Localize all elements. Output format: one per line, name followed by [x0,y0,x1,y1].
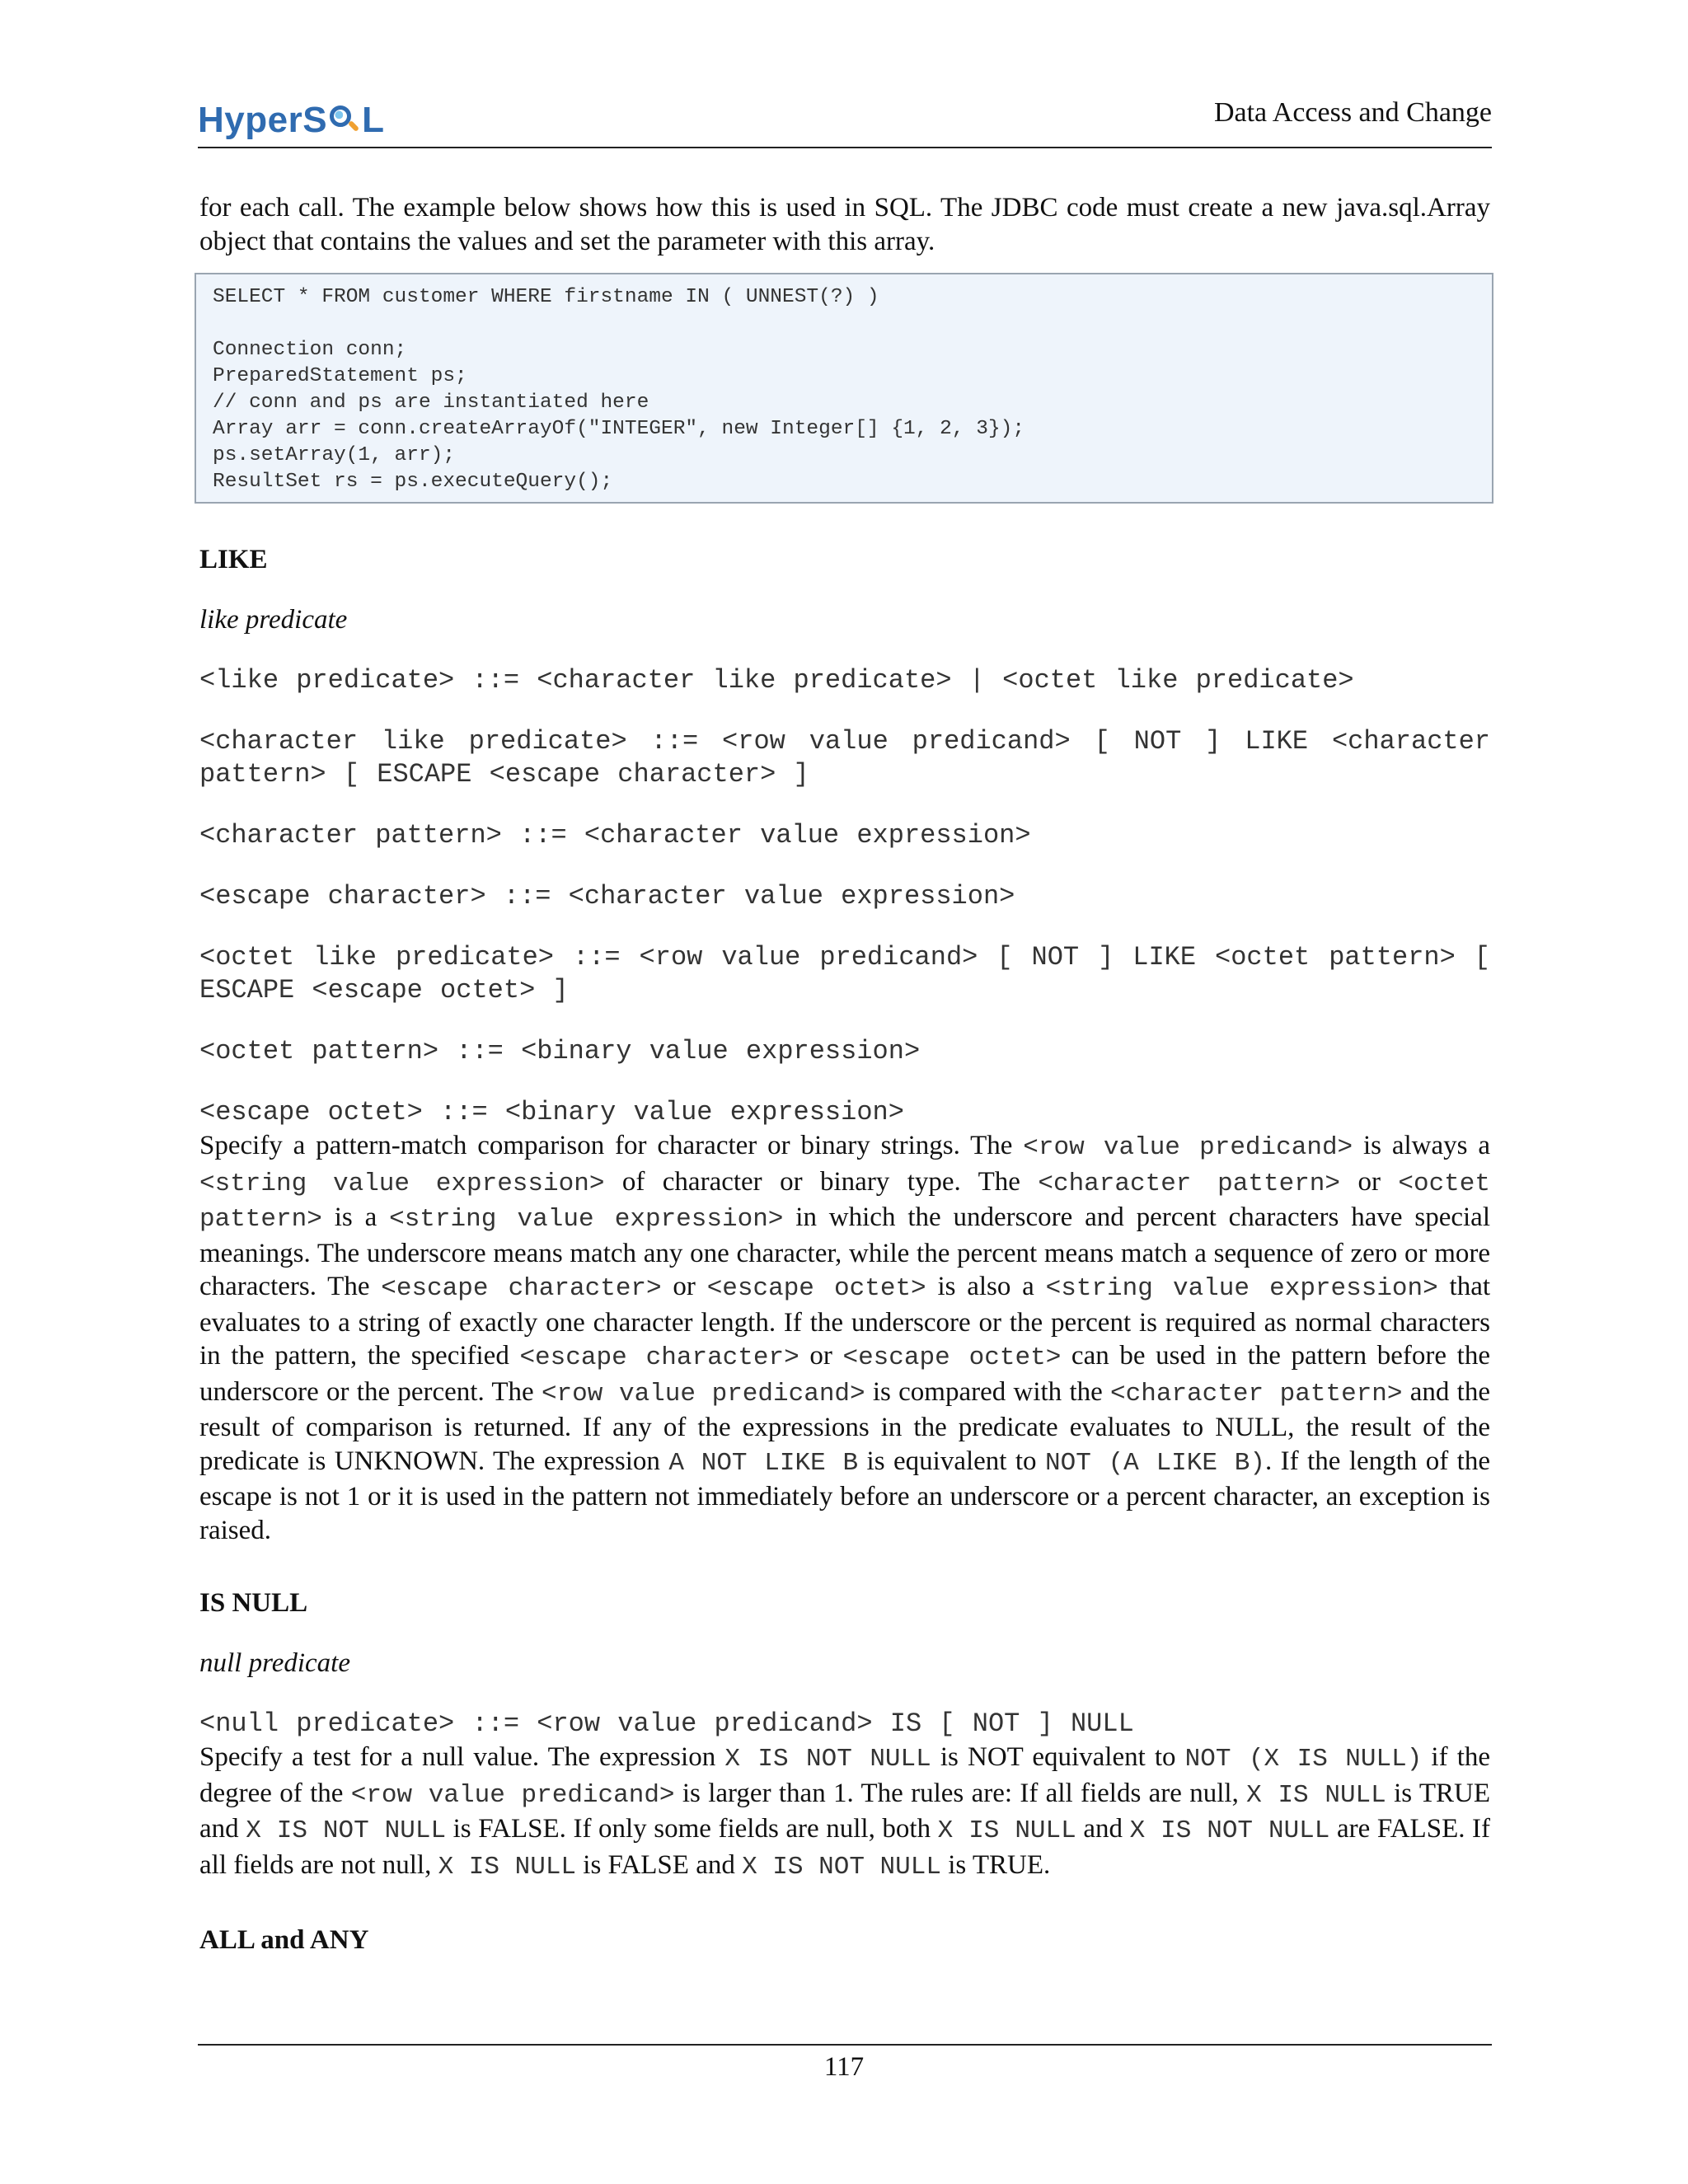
intro-paragraph: for each call. The example below shows how this is used in SQL. The JDBC code must create a new java.sql.Array object that contains the values and set the parameter with this array. [199,193,1490,256]
is-null-heading: IS NULL [199,1588,308,1618]
like-description-paragraph: Specify a pattern-match comparison for character or binary strings. The <row value predicand> is always a <string value expression> of character or binary type. The <character pattern> or <octet pattern> is a <string value expression> in which the underscore and percent characters have special meanings. The underscore means match any one character, while the percent means match a sequence of zero or more characters. The <escape character> or <escape octet> is also a <string value expression> that evaluates to a string of exactly one character length. If the underscore or the percent is required as normal characters in the pattern, the specified <escape character> or <escape octet> can be used in the pattern before the underscore or the percent. The <row value predicand> is compared with the <character pattern> and the result of comparison is returned. If any of the expressions in the predicate evaluates to NULL, the result of the predicate is UNKNOWN. The expression A NOT LIKE B is equivalent to NOT (A LIKE B). If the length of the escape is not 1 or it is used in the pattern not immediately before an underscore or a percent character, an exception is raised. [199,1131,1491,1545]
magnifier-q-icon [328,104,361,137]
hypersql-logo [198,96,384,145]
bnf-rule: <like predicate> ::= <character like predicate> | <octet like predicate> [199,665,1354,696]
page-number: 117 [823,2052,865,2082]
bnf-rule: <null predicate> ::= <row value predicand> IS [ NOT ] NULL [199,1708,1134,1739]
bnf-rule: <character like predicate> ::= <row value predicand> [ NOT ] LIKE <character pattern> [ ESCAPE <escape character> ] [199,726,1490,790]
header-section-title: Data Access and Change [1213,97,1492,128]
bnf-rule: <octet like predicate> ::= <row value predicand> [ NOT ] LIKE <octet pattern> [ ESCAPE <escape octet> ] [199,942,1490,1005]
bnf-rule: <character pattern> ::= <character value expression> [199,820,1031,851]
all-any-heading: ALL and ANY [199,1925,369,1955]
code-example-box [195,273,1493,504]
bnf-rule: <escape character> ::= <character value expression> [199,881,1015,912]
like-subtitle: like predicate [199,605,348,635]
page-content [199,191,1490,1957]
is-null-description-paragraph: Specify a test for a null value. The expression X IS NOT NULL is NOT equivalent to NOT (X IS NULL) if the degree of the <row value predicand> is larger than 1. The rules are: If all fields are null, X IS NULL is TRUE and X IS NOT NULL is FALSE. If only some fields are null, both X IS NULL and X IS NOT NULL are FALSE. If all fields are not null, X IS NULL is FALSE and X IS NOT NULL is TRUE. [199,1742,1491,1882]
is-null-subtitle: null predicate [199,1648,350,1678]
like-heading: LIKE [199,545,268,574]
code-example[interactable]: SELECT * FROM customer WHERE firstname IN ( UNNEST(?) ) Connection conn; PreparedStatement ps; // conn and ps are instantiated here Array arr = conn.createArrayOf("INTEGER", new Integer[] {1, 2, 3}); ps.setArray(1, arr); ResultSet rs = ps.executeQuery(); [213,286,1025,493]
footer-divider [198,2044,1492,2046]
header-divider [198,147,1492,148]
bnf-rule: <escape octet> ::= <binary value expression> [199,1097,904,1127]
page-header [198,89,1492,147]
bnf-rule: <octet pattern> ::= <binary value expression> [199,1036,921,1066]
logo-text-right: L [362,100,385,140]
logo-text-left: HyperS [198,100,328,140]
